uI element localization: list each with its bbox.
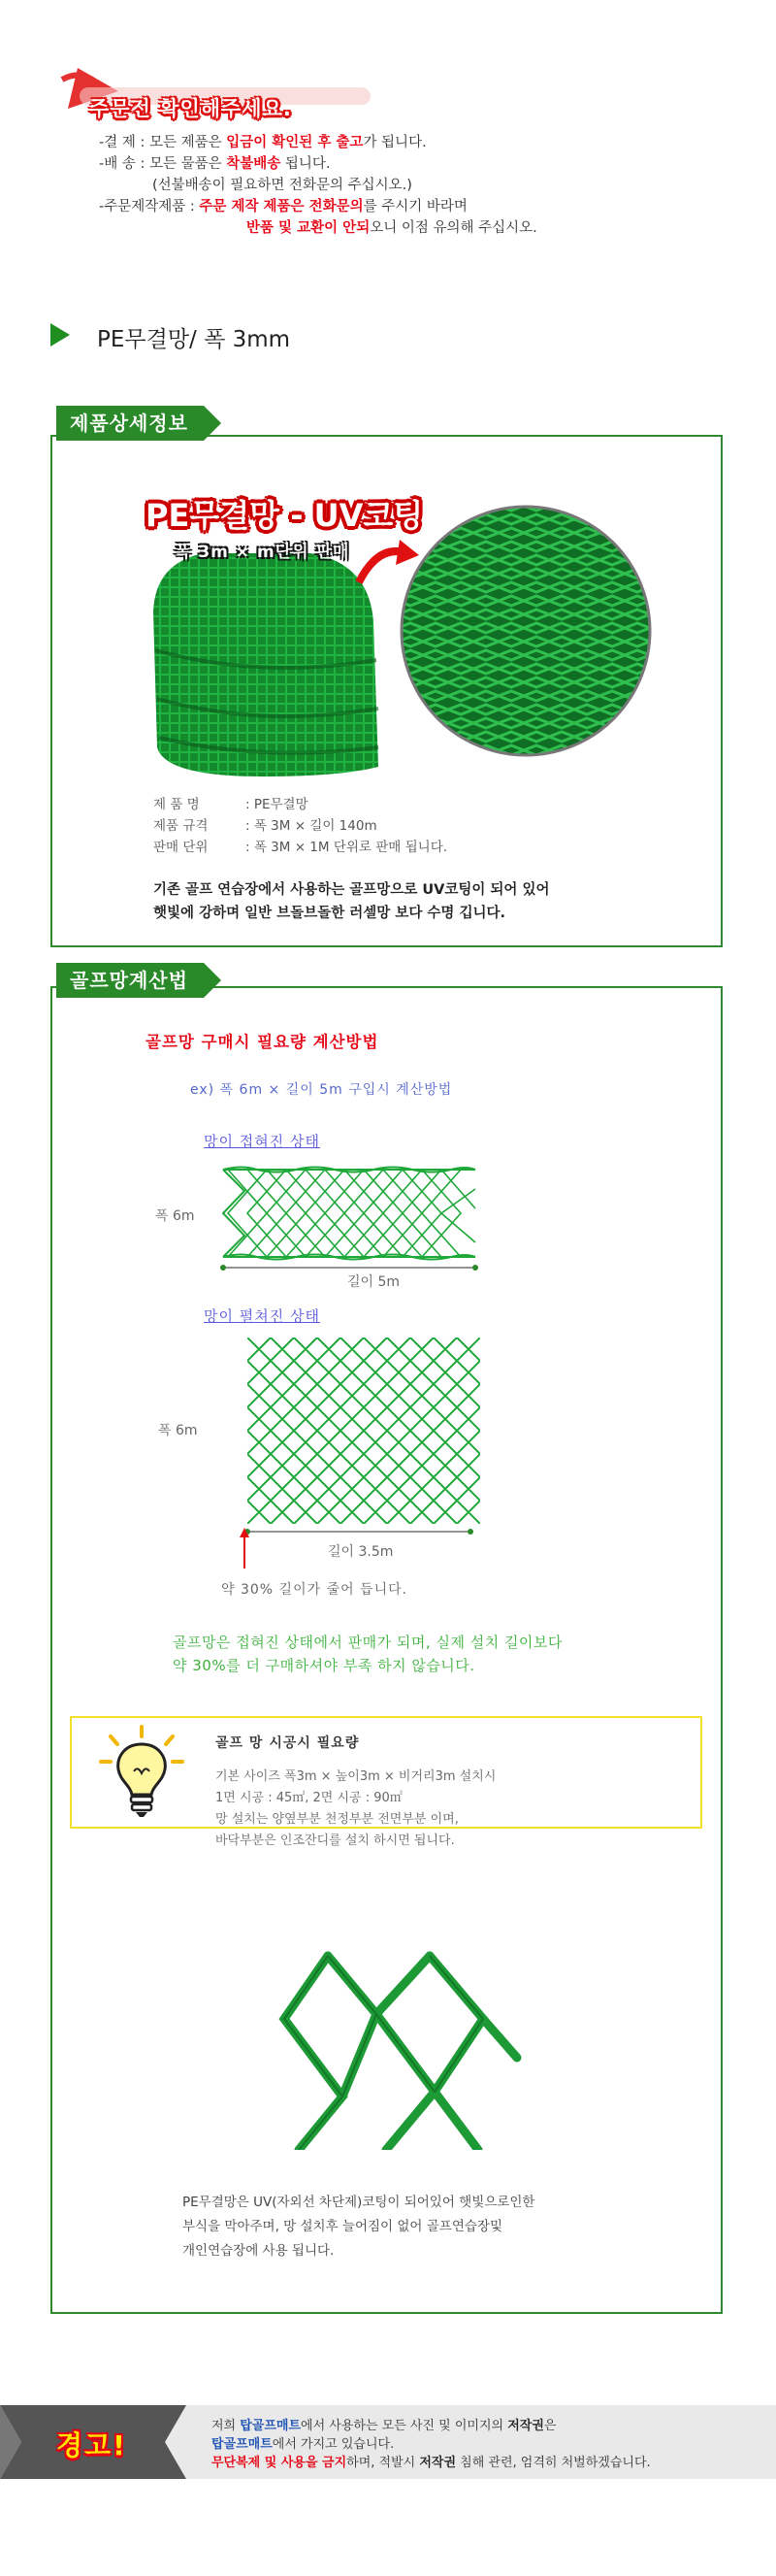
spread-length-label: 길이 3.5m — [328, 1544, 394, 1560]
product-image-caption: PE무결망 - UV코팅 — [146, 497, 424, 534]
warn-prohibition: 무단복제 및 사용을 금지 — [211, 2456, 347, 2470]
spread-length-arrow — [238, 1524, 480, 1539]
spread-state-title: 망이 펼쳐진 상태 — [204, 1307, 320, 1325]
notice-payment-label: -결 제 : 모든 제품은 — [99, 135, 227, 150]
spread-width-label: 폭 6m — [158, 1423, 198, 1438]
notice-payment-highlight: 입금이 확인된 후 출고 — [226, 135, 364, 150]
copyright-word: 저작권 — [419, 2456, 457, 2470]
net-closeup-photo — [270, 1951, 522, 2150]
notice-payment — [99, 132, 537, 153]
spec-row — [153, 815, 447, 837]
closeup-line-3: 개인연습장에 사용 됩니다. — [182, 2243, 335, 2259]
purchase-tip-line-2: 약 30%를 더 구매하셔야 부족 하지 않습니다. — [173, 1657, 475, 1674]
shrink-arrow-icon — [238, 1526, 251, 1570]
title-arrow-icon — [50, 323, 70, 347]
warn-text-part: 침해 관련, 엄격히 처벌하겠습니다. — [456, 2456, 651, 2470]
brand-name: 탑골프매트 — [240, 2419, 302, 2433]
notice-shipping-note: (선불배송이 필요하면 전화문의 주십시오.) — [152, 178, 412, 193]
spec-value: : 폭 3M × 길이 140m — [245, 818, 377, 834]
notice-custom-highlight-2: 반품 및 교환이 안되 — [246, 220, 371, 236]
spec-value: : 폭 3M × 1M 단위로 판매 됩니다. — [245, 840, 448, 855]
warn-text-part: 에서 가지고 있습니다. — [272, 2437, 395, 2452]
folded-state-title: 망이 접혀진 상태 — [204, 1133, 320, 1150]
notice-payment-tail: 가 됩니다. — [363, 135, 427, 150]
shrink-note: 약 30% 길이가 줄어 듭니다. — [221, 1582, 408, 1598]
install-tip-line-1: 기본 사이즈 폭3m × 높이3m × 비거리3m 설치시 — [215, 1769, 497, 1784]
install-tip-line-3: 망 설치는 양옆부분 천정부분 전면부분 이며, — [215, 1812, 459, 1827]
notice-shipping-highlight: 착불배송 — [226, 156, 281, 172]
brand-name: 탑골프매트 — [211, 2437, 273, 2452]
closeup-line-1: PE무결망은 UV(자외선 차단제)코팅이 되어있어 햇빛으로인한 — [182, 2195, 535, 2210]
calc-title: 골프망 구매시 필요량 계산방법 — [146, 1033, 379, 1051]
warn-text-part: 은 — [543, 2419, 557, 2433]
purchase-tip-line-1: 골프망은 접혀진 상태에서 판매가 되며, 실제 설치 길이보다 — [173, 1634, 563, 1651]
notice-shipping-tail: 됩니다. — [280, 156, 331, 172]
notice-custom — [99, 196, 537, 217]
spread-net-diagram — [247, 1338, 480, 1524]
product-title: PE무결망/ 폭 3mm — [97, 327, 291, 352]
warn-text-part: 에서 사용하는 모든 사진 및 이미지의 — [301, 2419, 508, 2433]
lightbulb-icon — [97, 1723, 186, 1820]
description-line-1: 기존 골프 연습장에서 사용하는 골프망으로 UV코팅이 되어 있어 — [153, 882, 550, 898]
install-tip-line-2: 1면 시공 : 45㎡, 2면 시공 : 90㎡ — [215, 1791, 403, 1805]
copyright-word: 저작권 — [507, 2419, 544, 2433]
warn-text-part: 하며, 적발시 — [346, 2456, 420, 2470]
spread-net-mesh — [247, 1338, 480, 1524]
spec-label: 판매 단위 — [153, 840, 209, 855]
notice-custom-tail: 를 주시기 바라며 — [363, 199, 468, 215]
spec-value: : PE무결망 — [245, 797, 308, 812]
notice-custom-2 — [99, 217, 537, 239]
spec-label: 제품 규격 — [153, 818, 209, 834]
product-image-subcaption: 폭 3m × m단위 판매 — [175, 543, 350, 562]
copyright-warning — [211, 2417, 651, 2472]
notice-custom-tail-2: 오니 이점 유의해 주십시오. — [370, 220, 537, 236]
folded-width-label: 폭 6m — [155, 1208, 195, 1224]
spec-label: 제 품 명 — [153, 797, 200, 812]
warning-line-2 — [211, 2435, 651, 2454]
warning-line-1 — [211, 2417, 651, 2435]
net-closeup-description — [182, 2191, 534, 2263]
notice-custom-highlight: 주문 제작 제품은 전화문의 — [199, 199, 364, 215]
notice-title: 주문전 확인해주세요. — [89, 97, 292, 120]
folded-length-label: 길이 5m — [347, 1274, 401, 1290]
closeup-line-2: 부식을 막아주며, 망 설치후 늘어짐이 없어 골프연습장및 — [182, 2219, 502, 2234]
notice-shipping — [99, 153, 537, 175]
install-tip-line-4: 바닥부분은 인조잔디를 설치 하시면 됩니다. — [215, 1833, 455, 1848]
spec-row — [153, 837, 447, 858]
calc-example: ex) 폭 6m × 길이 5m 구입시 계산방법 — [190, 1082, 453, 1098]
install-tip-lines — [215, 1767, 496, 1852]
notice-lines — [99, 132, 537, 239]
spec-row — [153, 794, 447, 815]
purchase-tip-note — [173, 1631, 563, 1677]
notice-custom-label: -주문제작제품 : — [99, 199, 200, 215]
tab-product-detail: 제품상세정보 — [56, 406, 204, 441]
notice-shipping-label: -배 송 : 모든 물품은 — [99, 156, 227, 172]
warning-line-3 — [211, 2454, 651, 2472]
spec-list — [153, 794, 447, 858]
install-tip-title: 골프 망 시공시 필요량 — [215, 1735, 360, 1751]
warn-text-part: 저희 — [211, 2419, 241, 2433]
product-description — [153, 878, 550, 925]
warning-badge: 경고! — [56, 2429, 127, 2461]
folded-net-diagram — [218, 1160, 480, 1267]
description-line-2: 햇빛에 강하며 일반 브돌브돌한 러셀망 보다 수명 깁니다. — [153, 906, 506, 921]
tab-net-calculation: 골프망계산법 — [56, 963, 204, 998]
